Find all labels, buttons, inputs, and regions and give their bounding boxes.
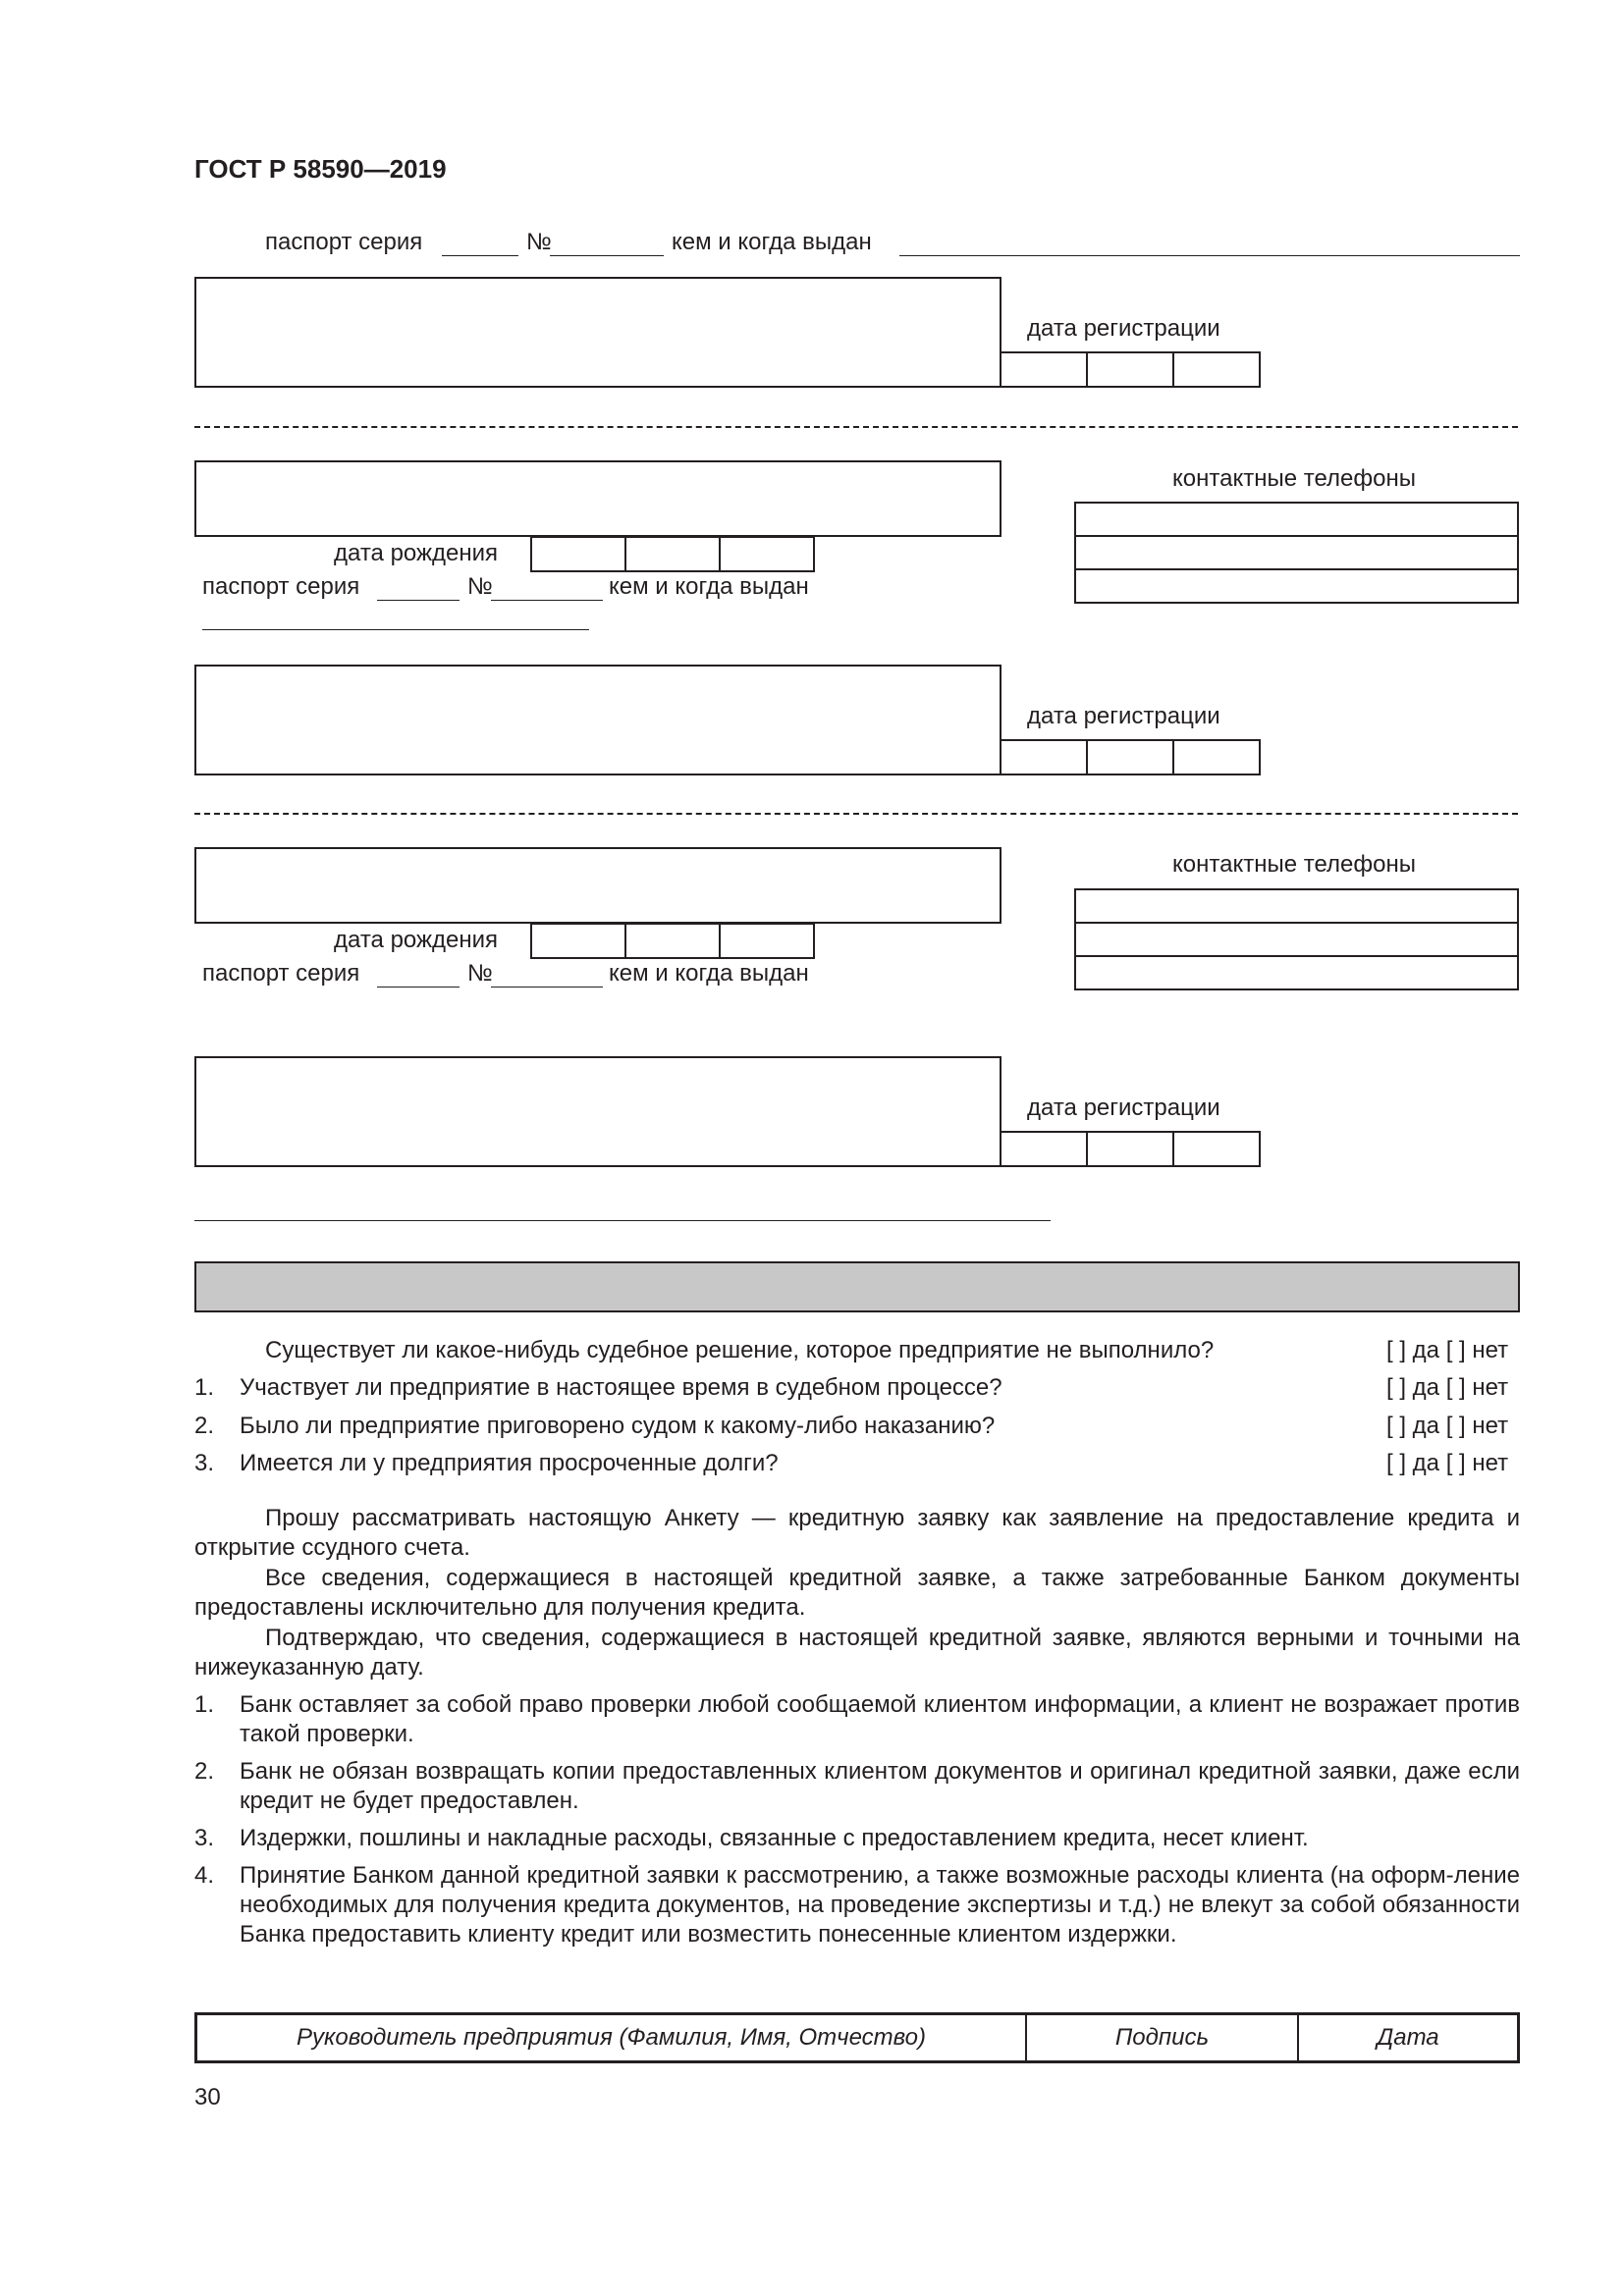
issued-by-line [194, 1220, 1051, 1221]
declaration-paragraph: Прошу рассматривать настоящую Анкету — кредитную заявку как заявление на предоставление кредита и открытие ссудного счета. [194, 1505, 1520, 1561]
yes-no-options[interactable]: [ ] да [ ] нет [1386, 1337, 1509, 1363]
passport-number-line [491, 600, 603, 601]
yes-no-options[interactable]: [ ] да [ ] нет [1386, 1374, 1509, 1401]
issued-by-line [899, 255, 1520, 256]
passport-number-line [491, 987, 603, 988]
number-sign-label: № [526, 229, 552, 255]
yes-no-options[interactable]: [ ] да [ ] нет [1386, 1413, 1509, 1439]
passport-series-line [377, 600, 460, 601]
section-divider [194, 426, 1518, 428]
issued-by-line [202, 629, 589, 630]
registration-date-label: дата регистрации [1027, 703, 1220, 729]
term-text: Банк не обязан возвращать копии предоставленных клиентом документов и оригинал кредитной заявки, даже если кредит не будет предоставлен. [240, 1758, 1520, 1814]
birth-date-cells[interactable] [530, 536, 815, 572]
question-text: Было ли предприятие приговорено судом к какому-либо наказанию? [240, 1413, 996, 1439]
question-number: 3. [194, 1450, 215, 1476]
passport-number-line [550, 255, 664, 256]
document-code: ГОСТ Р 58590—2019 [194, 154, 447, 184]
term-text: Издержки, пошлины и накладные расходы, связанные с предоставлением кредита, несет клиент. [240, 1825, 1309, 1851]
registration-date-label: дата регистрации [1027, 315, 1220, 342]
number-sign-label: № [467, 960, 493, 987]
signature-table [194, 2012, 1520, 2063]
registration-date-cells[interactable] [1000, 351, 1261, 388]
issued-by-label: кем и когда выдан [609, 573, 809, 600]
page-number: 30 [194, 2084, 221, 2110]
registration-date-cells[interactable] [1000, 1131, 1261, 1167]
birth-date-label: дата рождения [334, 540, 499, 566]
passport-series-label: паспорт серия [202, 960, 360, 987]
signature-cell[interactable]: Подпись [1027, 2015, 1299, 2060]
registration-date-label: дата регистрации [1027, 1095, 1220, 1121]
question-intro: Существует ли какое-нибудь судебное решение, которое предприятие не выполнило? [265, 1337, 1215, 1363]
term-number: 3. [194, 1825, 215, 1851]
passport-series-line [377, 987, 460, 988]
term-text: Принятие Банком данной кредитной заявки к рассмотрению, а также возможные расходы клиента (на оформ-ление необходимых для получения кредита документов, на проведение экспертизы и т.д.) не влекут за собой обязанности Банка предоставить клиенту кредит или возместить понесенные клиентом издержки. [240, 1862, 1520, 1948]
head-name-cell[interactable]: Руководитель предприятия (Фамилия, Имя, Отчество) [197, 2015, 1027, 2060]
date-cell[interactable]: Дата [1377, 2024, 1439, 2051]
declaration-paragraph: Подтверждаю, что сведения, содержащиеся в настоящей кредитной заявке, являются верными и точными на нижеуказанную дату. [194, 1625, 1520, 1681]
issued-by-label: кем и когда выдан [672, 229, 872, 255]
question-text: Имеется ли у предприятия просроченные долги? [240, 1450, 779, 1476]
address-box[interactable] [194, 1056, 1001, 1167]
issued-by-label: кем и когда выдан [609, 960, 809, 987]
question-text: Участвует ли предприятие в настоящее время в судебном процессе? [240, 1374, 1002, 1401]
name-box[interactable] [194, 847, 1001, 924]
yes-no-options[interactable]: [ ] да [ ] нет [1386, 1450, 1509, 1476]
contact-phones-table[interactable] [1074, 888, 1519, 990]
passport-series-label: паспорт серия [202, 573, 360, 600]
passport-series-line [442, 255, 518, 256]
term-number: 2. [194, 1758, 215, 1785]
section-divider [194, 813, 1518, 815]
number-sign-label: № [467, 573, 493, 600]
address-box[interactable] [194, 277, 1001, 388]
address-box[interactable] [194, 665, 1001, 775]
question-number: 1. [194, 1374, 215, 1401]
contact-phones-label: контактные телефоны [1172, 465, 1416, 492]
contact-phones-label: контактные телефоны [1172, 851, 1416, 878]
passport-series-label: паспорт серия [265, 229, 423, 255]
term-number: 4. [194, 1862, 215, 1889]
declaration-paragraph: Все сведения, содержащиеся в настоящей кредитной заявке, а также затребованные Банком документы предоставлены исключительно для получения кредита. [194, 1565, 1520, 1621]
birth-date-label: дата рождения [334, 927, 499, 953]
registration-date-cells[interactable] [1000, 739, 1261, 775]
term-text: Банк оставляет за собой право проверки любой сообщаемой клиентом информации, а клиент не возражает против такой проверки. [240, 1691, 1520, 1747]
name-box[interactable] [194, 460, 1001, 537]
contact-phones-table[interactable] [1074, 502, 1519, 604]
question-number: 2. [194, 1413, 215, 1439]
birth-date-cells[interactable] [530, 923, 815, 959]
section-header-bar [194, 1261, 1520, 1312]
term-number: 1. [194, 1691, 215, 1718]
